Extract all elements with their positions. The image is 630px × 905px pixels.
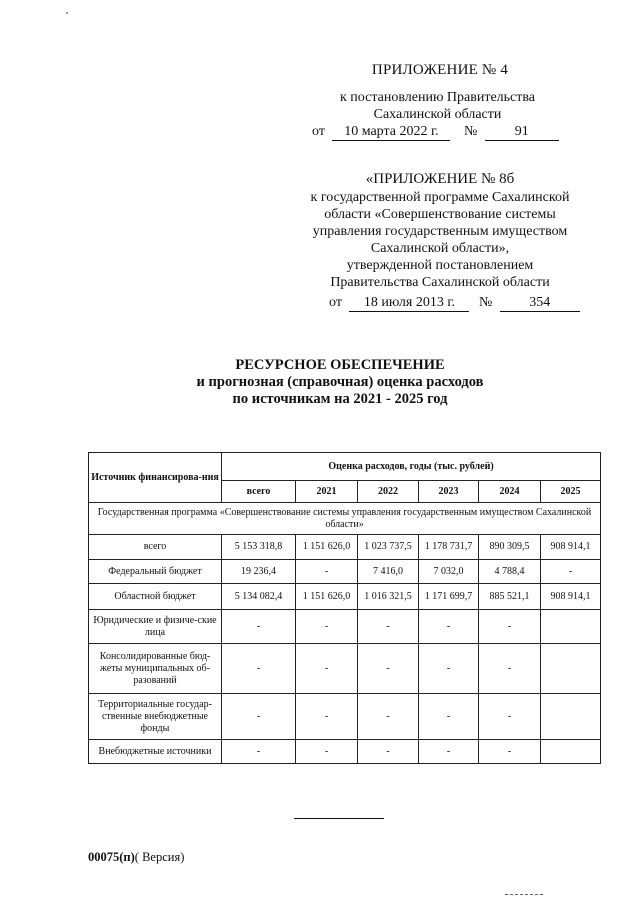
row-label: всего [89, 535, 222, 560]
row-label: Федеральный бюджет [89, 560, 222, 584]
cell-value: - [358, 610, 419, 644]
appendix-line-1: к постановлению Правительства [339, 90, 536, 105]
cell-value: 4 788,4 [479, 560, 541, 584]
source-header: Источник финансирова-ния [89, 453, 222, 503]
cell-value: - [222, 694, 296, 740]
number-label: № [463, 124, 478, 139]
cell-value [541, 694, 601, 740]
cell-value: 1 016 321,5 [358, 584, 419, 610]
cell-value: 885 521,1 [479, 584, 541, 610]
doc-code: 00075(п) [88, 850, 135, 864]
base-appendix-title: «ПРИЛОЖЕНИЕ № 8б [365, 171, 515, 187]
cell-value: - [296, 694, 358, 740]
row-label: Юридические и физиче-ские лица [89, 610, 222, 644]
cell-value: 7 032,0 [419, 560, 479, 584]
base-appendix-number: 354 [500, 295, 580, 312]
cell-value: 1 151 626,0 [296, 584, 358, 610]
cell-value: 908 914,1 [541, 584, 601, 610]
cell-value: - [479, 740, 541, 764]
heading-line-3: по источникам на 2021 - 2025 год [232, 391, 448, 407]
cell-value: 1 178 731,7 [419, 535, 479, 560]
table-row [89, 535, 601, 560]
scan-mark [505, 894, 543, 895]
appendix-title: ПРИЛОЖЕНИЕ № 4 [371, 62, 509, 78]
from-label: от [329, 295, 342, 310]
appendix-date-row [312, 124, 559, 141]
base-appendix-block [295, 171, 585, 291]
col-header: 2021 [296, 481, 358, 503]
cell-value: - [296, 610, 358, 644]
col-header: 2025 [541, 481, 601, 503]
scan-speck [66, 12, 68, 14]
cell-value: - [296, 644, 358, 694]
cell-value: 7 416,0 [358, 560, 419, 584]
base-appendix-date-row [329, 295, 580, 312]
appendix-number: 91 [485, 124, 559, 141]
program-row: Государственная программа «Совершенствование системы управления государственным имуществом Сахалинской области» [89, 503, 601, 535]
cell-value: 1 023 737,5 [358, 535, 419, 560]
number-label: № [478, 295, 493, 310]
table-row [89, 740, 601, 764]
table-row [89, 694, 601, 740]
cell-value: - [222, 740, 296, 764]
cell-value: - [296, 740, 358, 764]
row-label: Внебюджетные источники [89, 740, 222, 764]
row-label: Областной бюджет [89, 584, 222, 610]
cell-value: - [296, 560, 358, 584]
cell-value: 19 236,4 [222, 560, 296, 584]
table-row [89, 644, 601, 694]
appendix-line-2: Сахалинской области [373, 107, 502, 122]
cell-value [541, 610, 601, 644]
cell-value [541, 644, 601, 694]
cell-value: - [419, 644, 479, 694]
row-label: Консолидированные бюд-жеты муниципальных об-разований [89, 644, 222, 694]
base-appendix-line: утвержденной постановлением [346, 258, 534, 273]
table-row [89, 584, 601, 610]
cell-value: - [419, 610, 479, 644]
cell-value: - [479, 610, 541, 644]
cell-value [541, 740, 601, 764]
col-header: 2024 [479, 481, 541, 503]
cell-value: - [541, 560, 601, 584]
cell-value: 908 914,1 [541, 535, 601, 560]
cell-value: - [419, 740, 479, 764]
cell-value: 5 134 082,4 [222, 584, 296, 610]
estimate-header: Оценка расходов, годы (тыс. рублей) [222, 453, 601, 481]
col-header: всего [222, 481, 296, 503]
base-appendix-date: 18 июля 2013 г. [349, 295, 469, 312]
base-appendix-line: к государственной программе Сахалинской [310, 190, 570, 205]
base-appendix-line: управления государственным имуществом [312, 224, 568, 239]
cell-value: - [479, 644, 541, 694]
cell-value: - [479, 694, 541, 740]
cell-value: 1 171 699,7 [419, 584, 479, 610]
cell-value: - [358, 694, 419, 740]
doc-version: ( Версия) [134, 850, 185, 864]
col-header: 2023 [419, 481, 479, 503]
cell-value: 1 151 626,0 [296, 535, 358, 560]
col-header: 2022 [358, 481, 419, 503]
document-code [88, 850, 184, 865]
cell-value: 890 309,5 [479, 535, 541, 560]
from-label: от [312, 124, 325, 139]
heading-line-2: и прогнозная (справочная) оценка расходов [196, 374, 484, 390]
cell-value: - [222, 644, 296, 694]
document-heading [150, 357, 530, 408]
base-appendix-line: области «Совершенствование системы [324, 207, 556, 222]
appendix-subtitle [315, 89, 560, 123]
appendix-date: 10 марта 2022 г. [332, 124, 450, 141]
row-label: Территориальные государ-ственные внебюджетные фонды [89, 694, 222, 740]
cell-value: - [419, 694, 479, 740]
resource-table [88, 452, 601, 764]
table-row [89, 610, 601, 644]
cell-value: 5 153 318,8 [222, 535, 296, 560]
cell-value: - [222, 610, 296, 644]
cell-value: - [358, 740, 419, 764]
end-rule [294, 818, 384, 819]
table-row [89, 560, 601, 584]
cell-value: - [358, 644, 419, 694]
base-appendix-line: Сахалинской области», [370, 241, 510, 256]
heading-line-1: РЕСУРСНОЕ ОБЕСПЕЧЕНИЕ [235, 357, 445, 373]
base-appendix-line: Правительства Сахалинской области [330, 275, 550, 290]
